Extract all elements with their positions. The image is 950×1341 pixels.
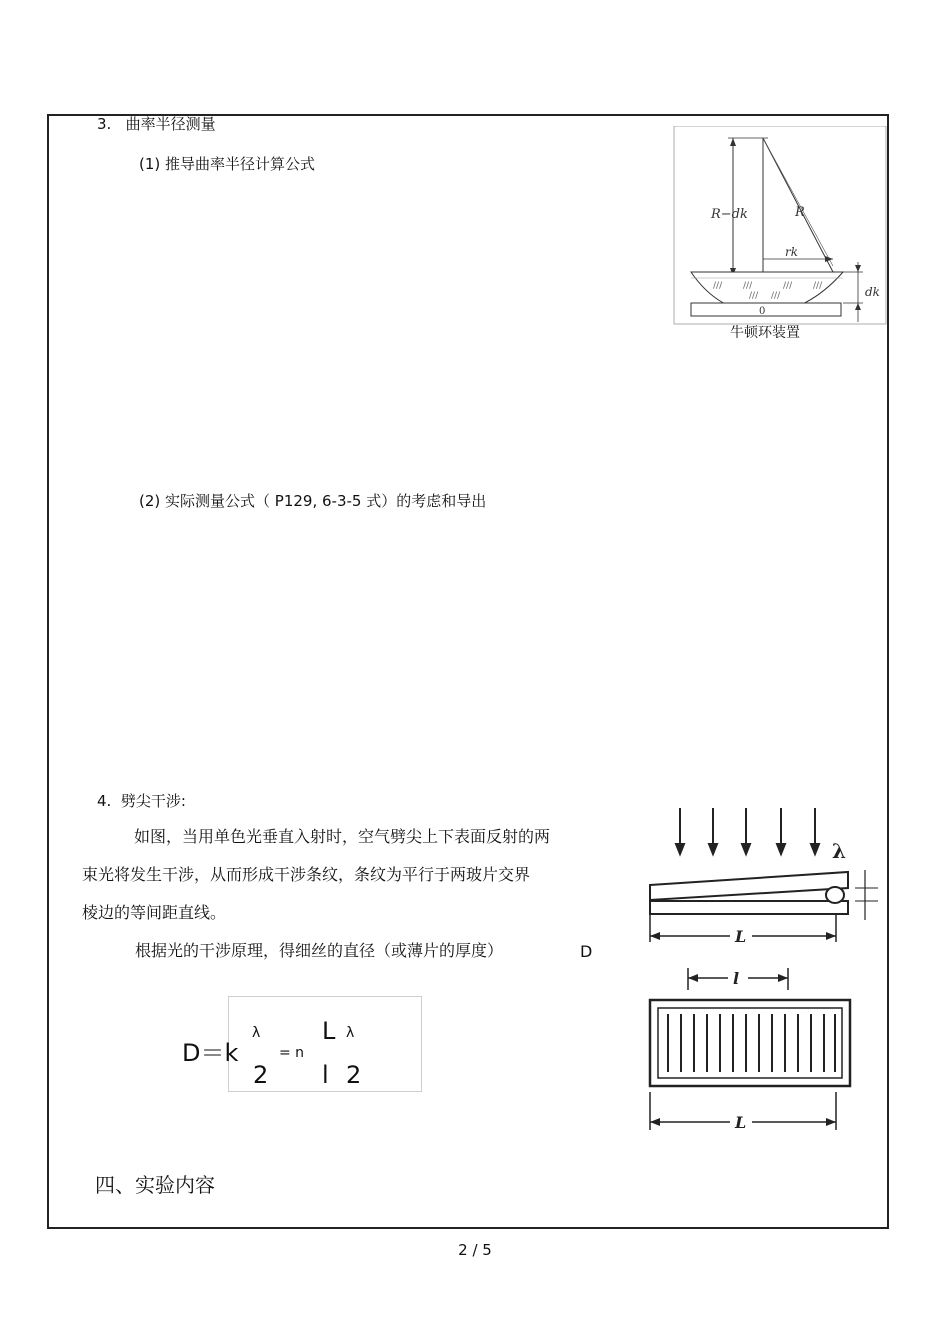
label-zero: 0 [759,306,766,317]
svg-text:///: /// [771,291,781,301]
page-number: 2 / 5 [458,1241,492,1259]
wedge-lambda: λ [832,839,847,863]
formula-lhs: D＝k [182,1039,239,1067]
svg-text:///: /// [749,291,759,301]
formula-equals: = n [279,1045,305,1061]
label-r-minus-dk: R−dk [711,207,748,222]
formula-L: L [322,1017,336,1045]
wedge-interference-figure [640,800,888,1140]
principle-text: 根据光的干涉原理，得细丝的直径（或薄片的厚度） [135,941,504,960]
section3-item2: (2) 实际测量公式（ P129, 6-3-5 式）的考虑和导出 [139,492,487,510]
svg-text:///: /// [813,281,823,291]
wedge-L-top: L [735,927,747,946]
wedge-L-bottom: L [735,1113,747,1132]
section3-title: 曲率半径测量 [125,115,216,133]
wedge-l-label: l [733,969,740,988]
svg-text:///: /// [743,281,753,291]
label-rk: rk [785,245,799,259]
para-line-2: 束光将发生干涉，从而形成干涉条纹，条纹为平行于两玻片交界 [82,865,531,884]
section4-heading [97,791,186,811]
newton-ring-caption: 牛顿环装置 [730,325,800,341]
section-four-heading: 四、实验内容 [95,1173,215,1197]
para-line-3: 棱边的等间距直线。 [82,903,227,922]
newton-ring-figure [673,126,888,326]
svg-text:///: /// [713,281,723,291]
section3-heading [97,114,216,134]
section3-item1: (1) 推导曲率半径计算公式 [139,155,316,173]
svg-text:///: /// [783,281,793,291]
section4-paragraph [82,818,582,932]
section4-title: 劈尖干涉: [120,792,186,810]
label-dk: dk [865,285,880,299]
formula-lambda-2: λ [346,1025,355,1041]
formula-l: l [322,1061,329,1089]
formula-den-2: 2 [346,1061,362,1089]
section4-number: 4. [97,792,112,810]
principle-var: D [580,942,593,961]
formula-den-1: 2 [253,1061,269,1089]
label-r: R [795,205,805,220]
section3-number: 3. [97,115,112,133]
para-line-1: 如图，当用单色光垂直入射时，空气劈尖上下表面反射的两 [134,827,551,846]
formula-lambda-1: λ [252,1025,261,1041]
